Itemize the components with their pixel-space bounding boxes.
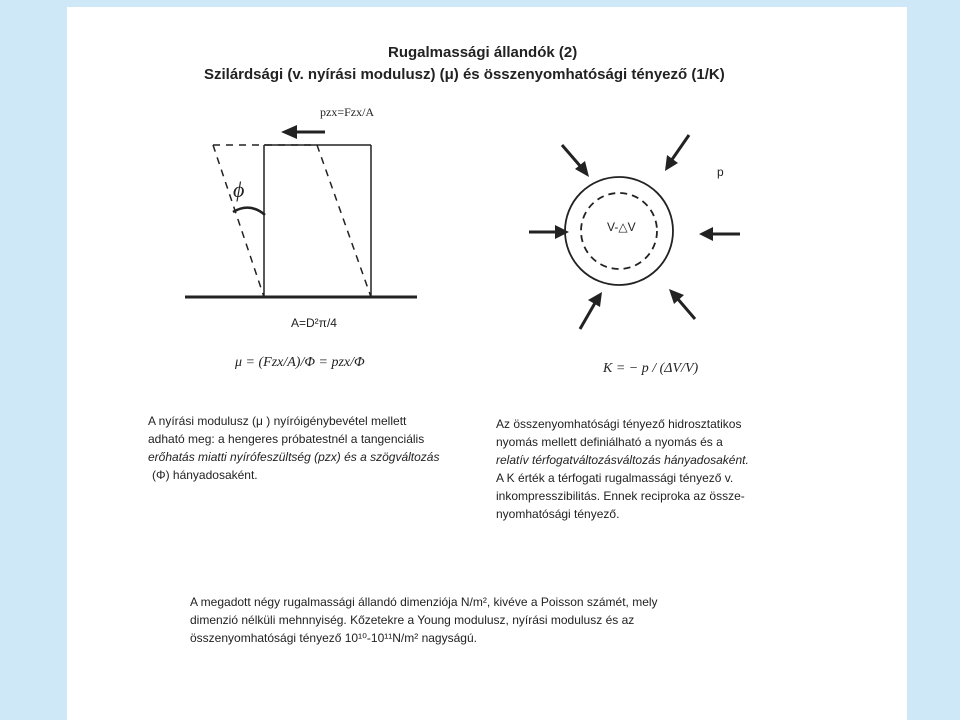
summary-text: A megadott négy rugalmassági állandó dimenziója N/m², kivéve a Poisson számét, mely dimenzió nélküli mehnnyiség. Kőzetekre a Young modulusz, nyírási modulusz és az összenyomhatósági tényező 10¹⁰-10¹¹N/m² nagyságú. (190, 595, 658, 645)
shear-description: A nyírási modulusz (μ ) nyíróigénybevétel mellett adható meg: a hengeres próbatestnél a tangenciális erőhatás miatti nyírófeszültség (pzx) és a szögváltozás (Φ) hányadosaként. (148, 414, 440, 482)
slide-page (67, 7, 907, 720)
slide-title: Rugalmassági állandók (2) (388, 44, 578, 61)
area-label: A=D²π/4 (291, 316, 337, 330)
shear-diagram (185, 125, 417, 297)
pressure-label: p (717, 165, 724, 179)
shear-modulus-formula: μ = (Fzx/A)/Φ = pzx/Φ (235, 355, 365, 370)
slide-subtitle: Szilárdsági (v. nyírási modulusz) (μ) és összenyomhatósági tényező (1/K) (204, 66, 725, 83)
bulk-modulus-formula: K = − p / (ΔV/V) (603, 361, 699, 376)
volume-label: V-△V (607, 220, 636, 234)
shear-stress-label: pzx=Fzx/A (320, 105, 375, 119)
compressibility-description: Az összenyomhatósági tényező hidrosztatikos nyomás mellett definiálható a nyomás és a relatív térfogatváltozásváltozás hányadosaként. A K érték a térfogati rugalmassági tényező v. inkompresszibilitás. Ennek reciproka az össze- nyomhatósági tényező. (496, 417, 749, 521)
shear-angle-label: ϕ (233, 177, 245, 202)
